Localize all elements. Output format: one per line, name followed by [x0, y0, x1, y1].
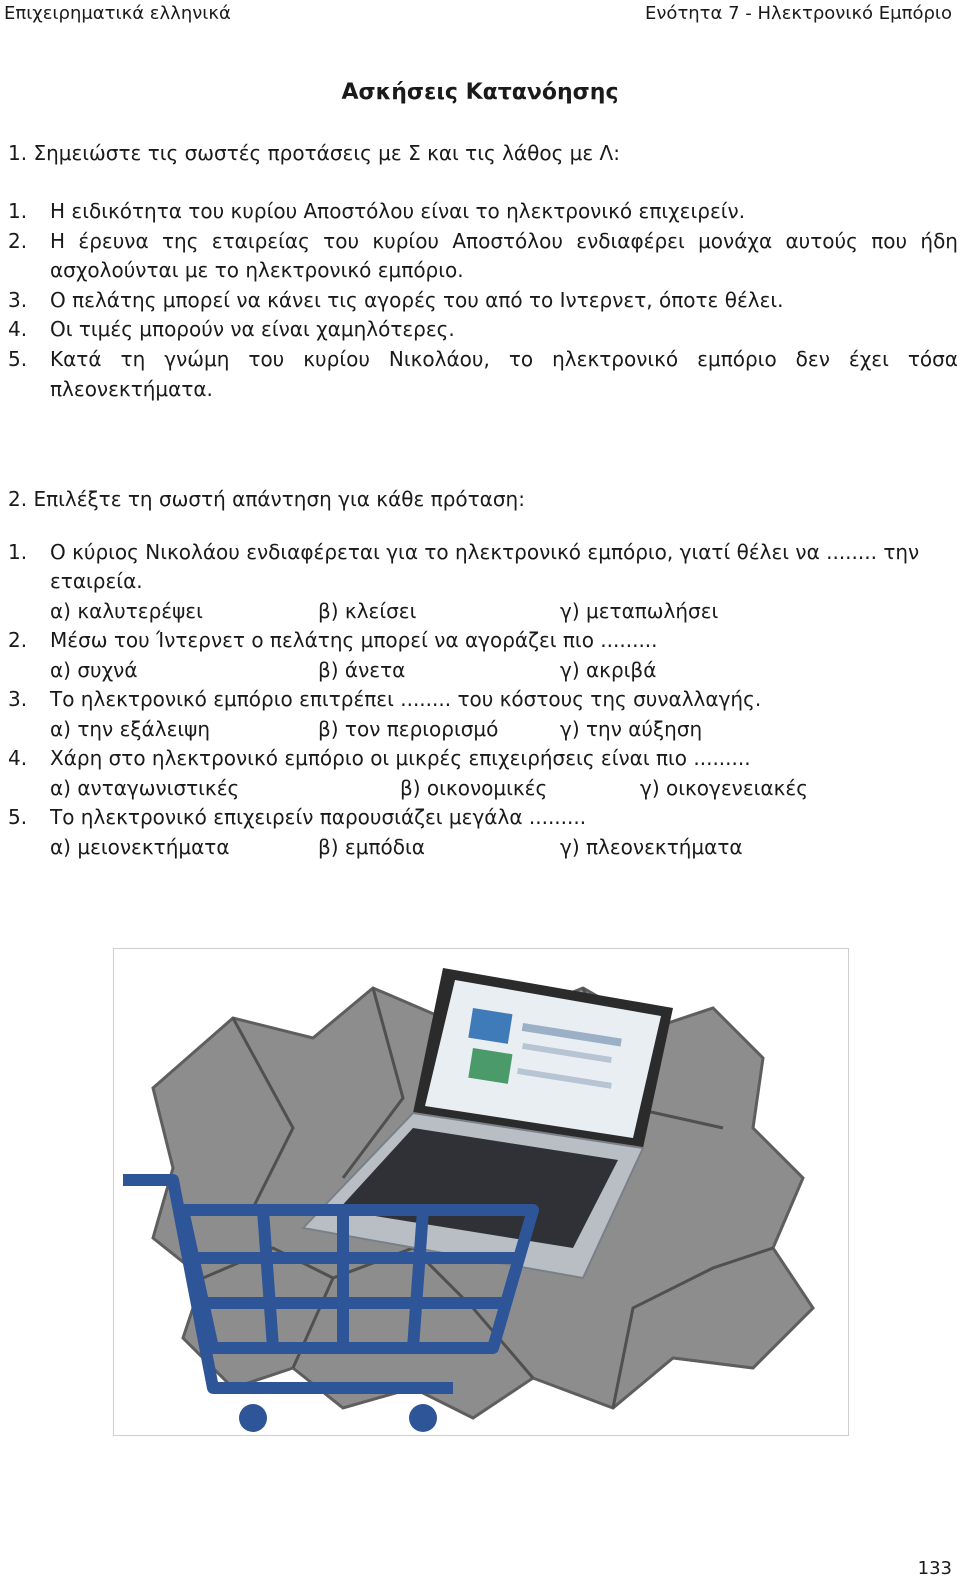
question-block: [8, 538, 958, 626]
statement-item: [8, 197, 958, 227]
ecommerce-illustration: [113, 948, 849, 1436]
option-a[interactable]: α) συχνά: [50, 658, 138, 682]
question-text: Το ηλεκτρονικό εμπόριο επιτρέπει ........ του κόστους της συναλλαγής.: [50, 687, 762, 711]
statement-number: 3.: [8, 287, 28, 312]
answer-options: [50, 773, 958, 803]
statement-number: 4.: [8, 317, 28, 342]
question-text: Ο κύριος Νικολάου ενδιαφέρεται για το ηλεκτρονικό εμπόριο, γιατί θέλει να ........ την εταιρεία.: [50, 540, 920, 593]
option-b[interactable]: β) οικονομικές: [400, 776, 548, 800]
option-c[interactable]: γ) οικογενειακές: [640, 776, 808, 800]
statement-item: [8, 315, 958, 345]
running-header-left: Επιχειρηματικά ελληνικά: [4, 3, 231, 24]
question-number: 3.: [8, 687, 28, 711]
page-number: 133: [917, 1558, 952, 1579]
option-c[interactable]: γ) πλεονεκτήματα: [560, 835, 743, 859]
running-header-right: Ενότητα 7 - Ηλεκτρονικό Εμπόριο: [645, 3, 952, 24]
question-block: [8, 744, 958, 803]
question-number: 5.: [8, 805, 28, 829]
question-text: Μέσω του Ίντερνετ ο πελάτης μπορεί να αγοράζει πιο .........: [50, 628, 658, 652]
option-c[interactable]: γ) ακριβά: [560, 658, 657, 682]
statement-number: 2.: [8, 228, 28, 253]
statement-text: Κατά τη γνώμη του κυρίου Νικολάου, το ηλεκτρονικό εμπόριο δεν έχει τόσα πλεονεκτήματα.: [50, 346, 958, 401]
statement-text: Η έρευνα της εταιρείας του κυρίου Αποστόλου ενδιαφέρει μονάχα αυτούς που ήδη ασχολούνται με το ηλεκτρονικό εμπόριο.: [50, 228, 958, 283]
answer-options: [50, 714, 958, 744]
statement-text: Η ειδικότητα του κυρίου Αποστόλου είναι το ηλεκτρονικό επιχειρείν.: [50, 199, 746, 223]
statement-item: [8, 286, 958, 316]
question-block: [8, 626, 958, 685]
option-c[interactable]: γ) μεταπωλήσει: [560, 599, 719, 623]
statement-item: [8, 227, 958, 286]
exercise1-instruction: 1. Σημειώστε τις σωστές προτάσεις με Σ και τις λάθος με Λ:: [8, 141, 620, 165]
option-b[interactable]: β) κλείσει: [318, 599, 417, 623]
question-item: [8, 803, 958, 832]
option-a[interactable]: α) μειονεκτήματα: [50, 835, 230, 859]
option-c[interactable]: γ) την αύξηση: [560, 717, 703, 741]
option-b[interactable]: β) τον περιορισμό: [318, 717, 499, 741]
option-a[interactable]: α) ανταγωνιστικές: [50, 776, 240, 800]
answer-options: [50, 832, 958, 862]
option-b[interactable]: β) άνετα: [318, 658, 406, 682]
ecommerce-illustration-graphic: [113, 948, 849, 1436]
answer-options: [50, 655, 958, 685]
question-block: [8, 685, 958, 744]
option-a[interactable]: α) την εξάλειψη: [50, 717, 211, 741]
question-item: [8, 626, 958, 655]
question-block: [8, 803, 958, 862]
exercise2-instruction: 2. Επιλέξτε τη σωστή απάντηση για κάθε πρόταση:: [8, 487, 525, 511]
statement-item: [8, 345, 958, 404]
question-number: 1.: [8, 540, 28, 564]
question-number: 4.: [8, 746, 28, 770]
statement-text: Ο πελάτης μπορεί να κάνει τις αγορές του από το Ιντερνετ, όποτε θέλει.: [50, 287, 784, 312]
question-number: 2.: [8, 628, 28, 652]
statement-number: 1.: [8, 199, 28, 223]
exercise2-list: [8, 538, 958, 862]
exercise1-list: [8, 197, 958, 404]
answer-options: [50, 596, 958, 626]
question-item: [8, 538, 958, 596]
page-title: Ασκήσεις Κατανόησης: [341, 80, 619, 105]
question-text: Το ηλεκτρονικό επιχειρείν παρουσιάζει μεγάλα .........: [50, 805, 587, 829]
statement-number: 5.: [8, 346, 28, 371]
option-a[interactable]: α) καλυτερέψει: [50, 599, 203, 623]
question-item: [8, 744, 958, 773]
option-b[interactable]: β) εμπόδια: [318, 835, 425, 859]
question-item: [8, 685, 958, 714]
question-text: Χάρη στο ηλεκτρονικό εμπόριο οι μικρές επιχειρήσεις είναι πιο .........: [50, 746, 751, 770]
statement-text: Οι τιμές μπορούν να είναι χαμηλότερες.: [50, 317, 455, 342]
